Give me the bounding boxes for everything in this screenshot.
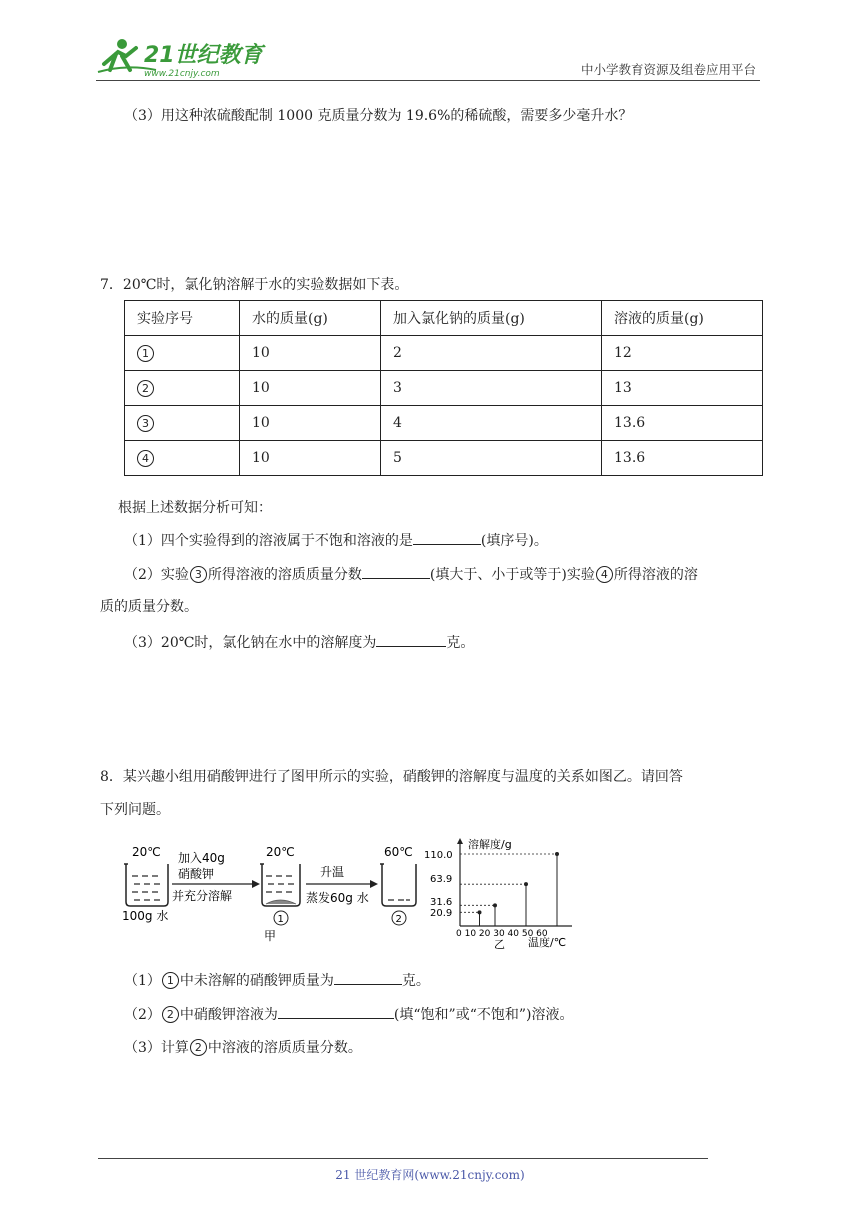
arrow-1 (172, 850, 260, 903)
logo-subtext: www.21cnjy.com (144, 69, 220, 79)
q8-stem-line2: 下列问题。 (100, 802, 170, 818)
graph-data-point (493, 903, 497, 907)
beaker-3 (380, 845, 416, 925)
table-cell: 2 (381, 336, 602, 371)
answer-blank[interactable] (376, 632, 446, 647)
svg-text:蒸发60g 水: 蒸发60g 水 (306, 891, 369, 905)
circled-number: 2 (137, 380, 154, 397)
circled-number: 4 (596, 566, 613, 583)
table-cell: 13.6 (602, 406, 763, 441)
graph-data-point (524, 882, 528, 886)
svg-text:20℃: 20℃ (132, 845, 161, 859)
q7-analysis: 根据上述数据分析可知： (118, 500, 272, 516)
circled-number: 2 (190, 1039, 207, 1056)
table-row (125, 441, 763, 476)
svg-text:硝酸钾: 硝酸钾 (178, 867, 215, 881)
graph-x-ticks: 0 10 20 30 40 50 60 (456, 929, 548, 939)
q8-part1: （1） 1 中未溶解的硝酸钾质量为 克。 (124, 970, 430, 991)
answer-blank[interactable] (334, 970, 402, 985)
svg-text:2: 2 (395, 914, 402, 925)
table-cell: 12 (602, 336, 763, 371)
svg-text:加入40g: 加入40g (178, 851, 225, 865)
q7-data-table (124, 300, 763, 476)
graph-y-tick: 31.6 (430, 897, 453, 908)
table-header: 水的质量(g) (240, 301, 381, 336)
table-cell: 13.6 (602, 441, 763, 476)
table-cell: 10 (240, 406, 381, 441)
q7-stem: 7．20℃时，氯化钠溶解于水的实验数据如下表。 (100, 277, 409, 293)
table-header: 实验序号 (125, 301, 240, 336)
svg-text:100g 水: 100g 水 (122, 909, 169, 923)
circled-number: 1 (162, 972, 179, 989)
svg-text:并充分溶解: 并充分溶解 (172, 889, 233, 903)
graph-y-tick: 63.9 (430, 874, 453, 885)
footer-link[interactable]: 21 世纪教育网(www.21cnjy.com) (335, 1168, 525, 1182)
q8-part3: （3）计算 2 中溶液的溶质质量分数。 (124, 1040, 362, 1056)
q6-part3: （3）用这种浓硫酸配制 1000 克质量分数为 19.6%的稀硫酸，需要多少毫升水？ (124, 108, 633, 124)
header-divider (96, 80, 760, 81)
graph-y-label: 溶解度/g (468, 838, 512, 851)
table-header: 溶液的质量(g) (602, 301, 763, 336)
answer-blank[interactable] (413, 530, 481, 545)
figure-jia (120, 840, 440, 950)
site-logo (96, 34, 266, 80)
beaker-1 (122, 845, 168, 923)
logo-text: 21世纪教育 (144, 43, 263, 68)
figure-yi-graph (424, 836, 584, 954)
graph-yi-label: 乙 (494, 938, 505, 951)
site-name: 中小学教育资源及组卷应用平台 (580, 62, 756, 77)
circled-number: 1 (137, 345, 154, 362)
table-cell: 5 (381, 441, 602, 476)
graph-y-tick: 110.0 (424, 850, 453, 861)
circled-number: 2 (162, 1006, 179, 1023)
answer-blank[interactable] (278, 1004, 394, 1019)
circled-number: 4 (137, 450, 154, 467)
svg-text:60℃: 60℃ (384, 845, 413, 859)
svg-text:1: 1 (277, 914, 284, 925)
circled-number: 3 (190, 566, 207, 583)
table-cell: 4 (381, 406, 602, 441)
beaker-2 (260, 845, 300, 943)
table-row (125, 336, 763, 371)
svg-text:甲: 甲 (264, 929, 277, 943)
table-header-row (125, 301, 763, 336)
graph-data-point (555, 852, 559, 856)
q7-part3: （3）20℃时，氯化钠在水中的溶解度为 克。 (124, 632, 474, 653)
q8-stem-line1: 8．某兴趣小组用硝酸钾进行了图甲所示的实验，硝酸钾的溶解度与温度的关系如图乙。请回答 (100, 769, 683, 785)
table-cell: 10 (240, 441, 381, 476)
table-cell: 13 (602, 371, 763, 406)
table-cell: 10 (240, 336, 381, 371)
table-cell: 3 (381, 371, 602, 406)
footer-divider (98, 1158, 708, 1159)
table-row (125, 371, 763, 406)
svg-text:20℃: 20℃ (266, 845, 295, 859)
arrow-2 (306, 864, 378, 905)
circled-number: 3 (137, 415, 154, 432)
graph-y-tick: 20.9 (430, 908, 453, 919)
answer-blank[interactable] (362, 564, 430, 579)
graph-x-label: 温度/℃ (528, 936, 567, 949)
graph-marks (460, 852, 559, 926)
table-header: 加入氯化钠的质量(g) (381, 301, 602, 336)
svg-text:升温: 升温 (320, 865, 345, 879)
graph-data-point (478, 910, 482, 914)
q7-part1: （1）四个实验得到的溶液属于不饱和溶液的是 (填序号)。 (124, 530, 548, 551)
q7-part2-cont: 质的质量分数。 (100, 599, 198, 615)
q7-part2: （2）实验 3 所得溶液的溶质质量分数 (填大于、小于或等于)实验 4 所得溶液的溶 (124, 564, 698, 585)
table-row (125, 406, 763, 441)
q8-part2: （2） 2 中硝酸钾溶液为 (填“饱和”或“不饱和”)溶液。 (124, 1004, 573, 1025)
table-cell: 10 (240, 371, 381, 406)
